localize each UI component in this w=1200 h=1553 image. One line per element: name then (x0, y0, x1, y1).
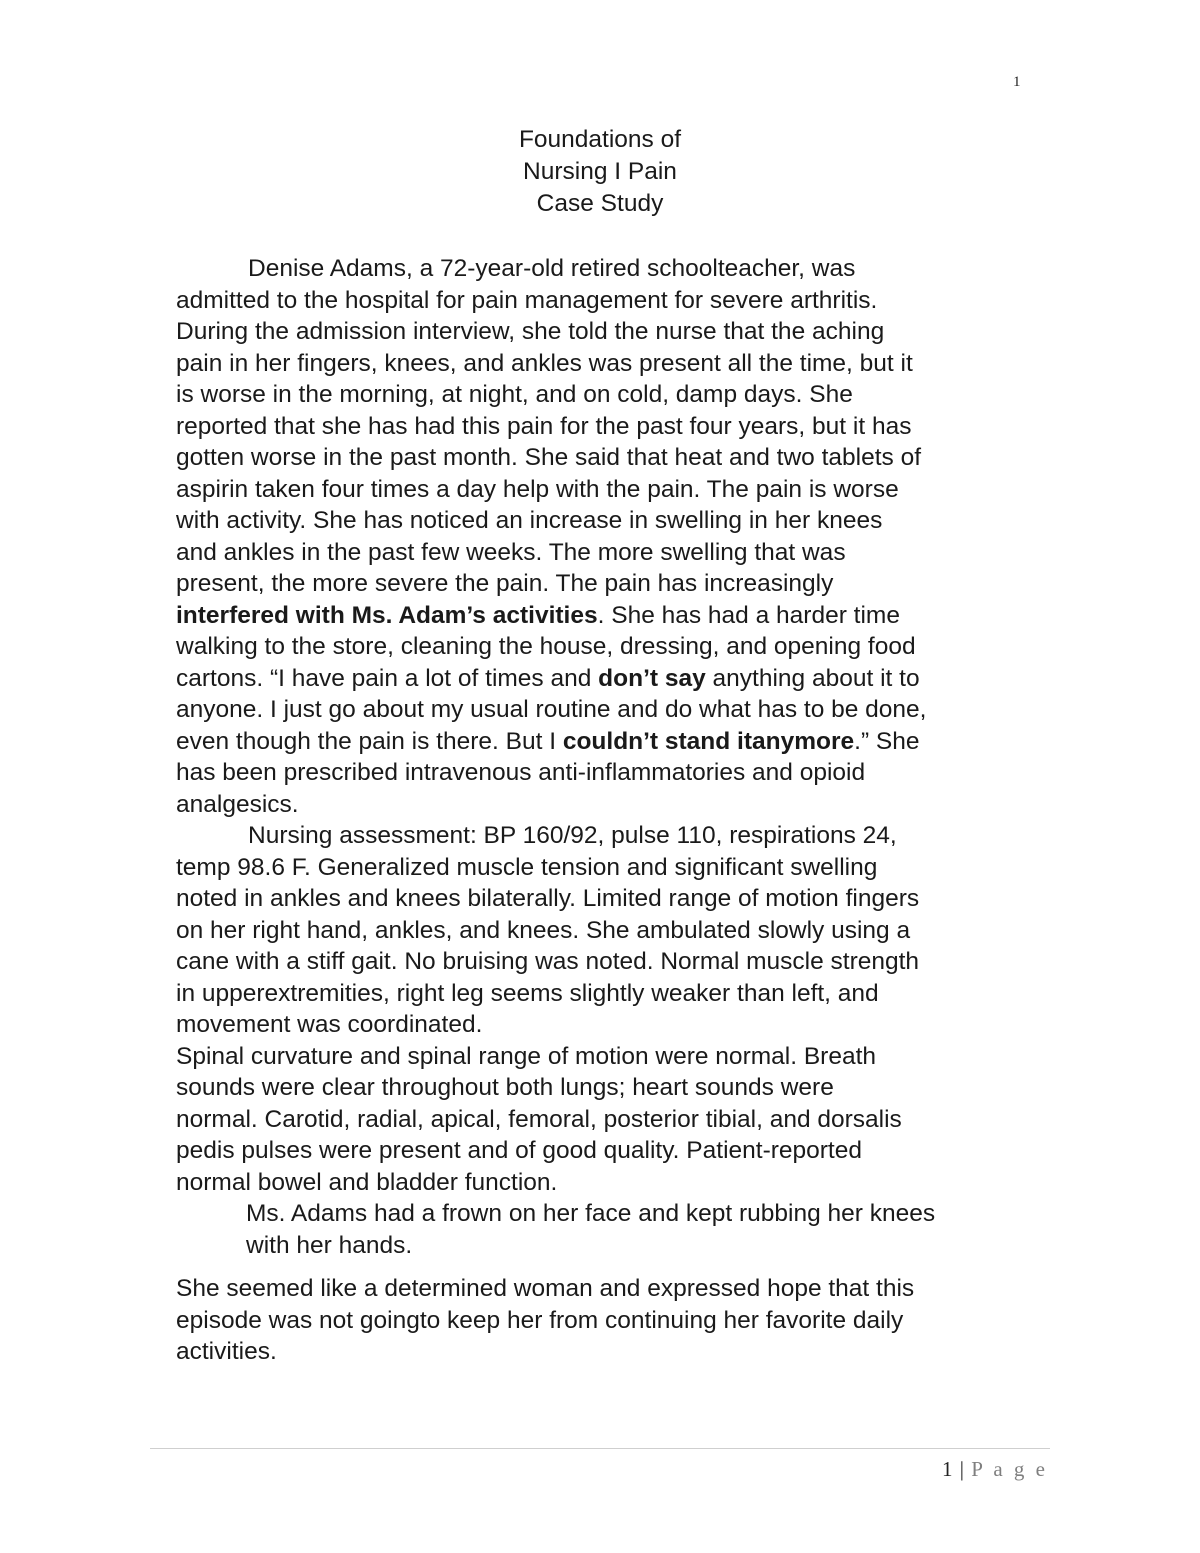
text-line (176, 600, 1056, 632)
text-line: present, the more severe the pain. The pain has increasingly (176, 570, 834, 597)
text-line: reported that she has had this pain for the past four years, but it has (176, 412, 912, 440)
text-run: cartons. “I have pain a lot of times and (176, 664, 599, 692)
text-run: .” She (854, 727, 920, 755)
paragraph-observation (176, 1198, 1056, 1261)
text-line: She seemed like a determined woman and expressed hope that this (176, 1275, 915, 1302)
text-line: normal bowel and bladder function. (176, 1168, 558, 1196)
text-line: pain in her fingers, knees, and ankles was present all the time, but it (176, 349, 913, 377)
bold-phrase: don’t say (598, 664, 706, 692)
footer-page-label (942, 1457, 1048, 1482)
paragraph-case-history (176, 253, 1056, 820)
paragraph-physical-findings (176, 1041, 1056, 1199)
title-line-2: Nursing I Pain (523, 158, 677, 185)
text-line: analgesics. (176, 790, 299, 818)
text-line: sounds were clear throughout both lungs; heart sounds were (176, 1074, 834, 1101)
text-line: cane with a stiff gait. No bruising was noted. Normal muscle strength (176, 948, 920, 975)
text-line: noted in ankles and knees bilaterally. Limited range of motion fingers (176, 885, 920, 912)
text-run: even though the pain is there. But I (176, 727, 563, 755)
bold-phrase: couldn’t stand itanymore (562, 727, 855, 755)
text-line: walking to the store, cleaning the house, dressing, and opening food (176, 633, 916, 660)
text-line: During the admission interview, she told the nurse that the aching (176, 318, 885, 345)
paragraph-closing (176, 1273, 1056, 1368)
document-body (176, 253, 1056, 1368)
bold-phrase: interfered with Ms. Adam’s activities (176, 601, 598, 629)
document-title (0, 124, 1200, 220)
text-line: normal. Carotid, radial, apical, femoral, posterior tibial, and dorsalis (176, 1105, 902, 1133)
text-line: Denise Adams, a 72-year-old retired schoolteacher, was (248, 255, 856, 282)
text-line: pedis pulses were present and of good quality. Patient-reported (176, 1137, 862, 1164)
text-line: on her right hand, ankles, and knees. She ambulated slowly using a (176, 916, 911, 944)
text-line: anyone. I just go about my usual routine and do what has to be done, (176, 696, 927, 723)
text-line: Nursing assessment: BP 160/92, pulse 110, respirations 24, (248, 822, 897, 849)
text-line: has been prescribed intravenous anti-inflammatories and opioid (176, 759, 866, 786)
text-run: anything about it to (705, 664, 920, 692)
header-page-number: 1 (1013, 74, 1021, 90)
text-line: gotten worse in the past month. She said that heat and two tablets of (176, 444, 922, 471)
text-line: admitted to the hospital for pain management for severe arthritis. (176, 286, 878, 314)
text-line: temp 98.6 F. Generalized muscle tension and significant swelling (176, 853, 878, 881)
text-line: in upperextremities, right leg seems slightly weaker than left, and (176, 979, 879, 1007)
footer-divider (150, 1448, 1050, 1449)
text-line: Ms. Adams had a frown on her face and kept rubbing her knees (246, 1200, 936, 1227)
text-line (176, 663, 1056, 695)
footer-page-word: P a g e (971, 1457, 1048, 1481)
footer-separator: | (953, 1457, 972, 1481)
text-line: with her hands. (246, 1231, 413, 1259)
text-line: movement was coordinated. (176, 1011, 483, 1038)
text-line (176, 726, 1056, 758)
footer-page-number: 1 (941, 1457, 954, 1481)
title-line-1: Foundations of (518, 126, 682, 153)
paragraph-nursing-assessment (176, 820, 1056, 1041)
text-line: aspirin taken four times a day help with the pain. The pain is worse (176, 475, 899, 503)
text-line: and ankles in the past few weeks. The more swelling that was (176, 538, 846, 566)
text-line: with activity. She has noticed an increase in swelling in her knees (176, 507, 883, 534)
text-line: activities. (176, 1338, 277, 1365)
text-line: Spinal curvature and spinal range of motion were normal. Breath (176, 1042, 876, 1070)
title-line-3: Case Study (536, 190, 664, 217)
text-run: . She has had a harder time (597, 601, 900, 629)
text-line: is worse in the morning, at night, and on cold, damp days. She (176, 381, 853, 408)
text-line: episode was not goingto keep her from continuing her favorite daily (176, 1306, 904, 1334)
